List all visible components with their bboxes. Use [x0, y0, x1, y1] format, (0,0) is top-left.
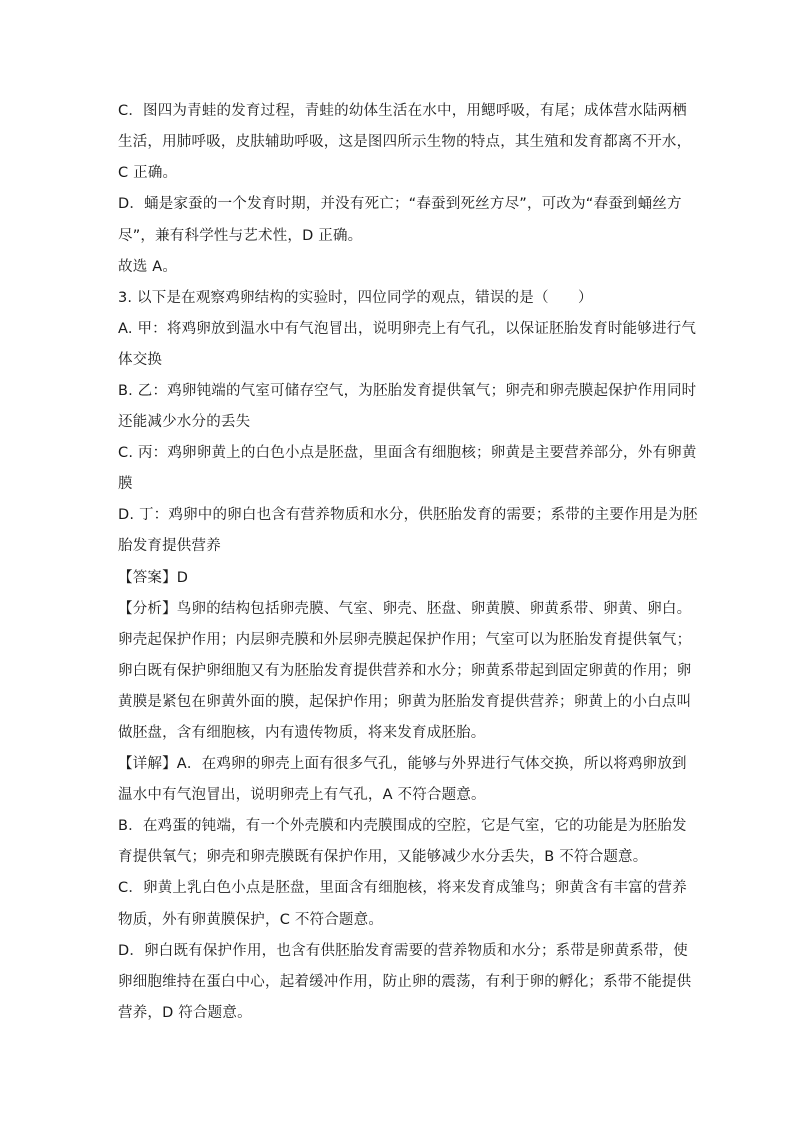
- text-line: 膜: [118, 476, 133, 492]
- detail-line: 【详解】A．在鸡卵的卵壳上面有很多气孔，能够与外界进行气体交换，所以将鸡卵放到: [118, 756, 687, 772]
- text-line: 体交换: [118, 352, 163, 368]
- answer-line: 【答案】D: [118, 570, 189, 586]
- text-line: 黄膜是紧包在卵黄外面的膜，起保护作用；卵黄为胚胎发育提供营养；卵黄上的小白点叫: [118, 694, 692, 710]
- text-line: 育提供氧气；卵壳和卵壳膜既有保护作用，又能够减少水分丢失，B 不符合题意。: [118, 849, 648, 865]
- text-line: B．在鸡蛋的钝端，有一个外壳膜和内壳膜围成的空腔，它是气室，它的功能是为胚胎发: [118, 818, 687, 834]
- analysis-line: 【分析】鸟卵的结构包括卵壳膜、气室、卵壳、胚盘、卵黄膜、卵黄系带、卵黄、卵白。: [118, 601, 692, 617]
- option-c: C. 丙：鸡卵卵黄上的白色小点是胚盘，里面含有细胞核；卵黄是主要营养部分，外有卵黄: [118, 445, 697, 461]
- option-b: B. 乙：鸡卵钝端的气室可储存空气，为胚胎发育提供氧气；卵壳和卵壳膜起保护作用同时: [118, 383, 697, 399]
- text-line: 温水中有气泡冒出，说明卵壳上有气孔，A 不符合题意。: [118, 787, 486, 803]
- text-line: D．卵白既有保护作用，也含有供胚胎发育需要的营养物质和水分；系带是卵黄系带，使: [118, 943, 688, 959]
- option-d: D. 丁：鸡卵中的卵白也含有营养物质和水分，供胚胎发育的需要；系带的主要作用是为胚: [118, 507, 698, 523]
- question-stem: 3. 以下是在观察鸡卵结构的实验时，四位同学的观点，错误的是（ ）: [118, 290, 593, 306]
- text-line: 还能减少水分的丢失: [118, 414, 251, 430]
- text-line: 尽”，兼有科学性与艺术性，D 正确。: [118, 228, 363, 244]
- text-line: 生活，用肺呼吸，皮肤辅助呼吸，这是图四所示生物的特点，其生殖和发育都离不开水，: [118, 134, 692, 150]
- text-line: 营养，D 符合题意。: [118, 1005, 252, 1021]
- text-line: C．图四为青蛙的发育过程，青蛙的幼体生活在水中，用鳃呼吸，有尾；成体营水陆两栖: [118, 103, 687, 119]
- option-a: A. 甲：将鸡卵放到温水中有气泡冒出，说明卵壳上有气孔，以保证胚胎发育时能够进行气: [118, 321, 697, 337]
- text-line: 卵壳起保护作用；内层卵壳膜和外层卵壳膜起保护作用；气室可以为胚胎发育提供氧气；: [118, 632, 692, 648]
- text-line: 卵白既有保护卵细胞又有为胚胎发育提供营养和水分；卵黄系带起到固定卵黄的作用；卵: [118, 663, 692, 679]
- text-line: 故选 A。: [118, 259, 178, 275]
- text-line: C 正确。: [118, 165, 178, 181]
- text-line: 做胚盘，含有细胞核，内有遗传物质，将来发育成胚胎。: [118, 725, 486, 741]
- text-line: 卵细胞维持在蛋白中心，起着缓冲作用，防止卵的震荡，有利于卵的孵化；系带不能提供: [118, 974, 692, 990]
- text-line: 物质，外有卵黄膜保护，C 不符合题意。: [118, 912, 384, 928]
- text-line: C．卵黄上乳白色小点是胚盘，里面含有细胞核，将来发育成雏鸟；卵黄含有丰富的营养: [118, 880, 687, 896]
- text-line: 胎发育提供营养: [118, 538, 221, 554]
- text-line: D．蛹是家蚕的一个发育时期，并没有死亡；“春蚕到死丝方尽”，可改为“春蚕到蛹丝方: [118, 196, 682, 212]
